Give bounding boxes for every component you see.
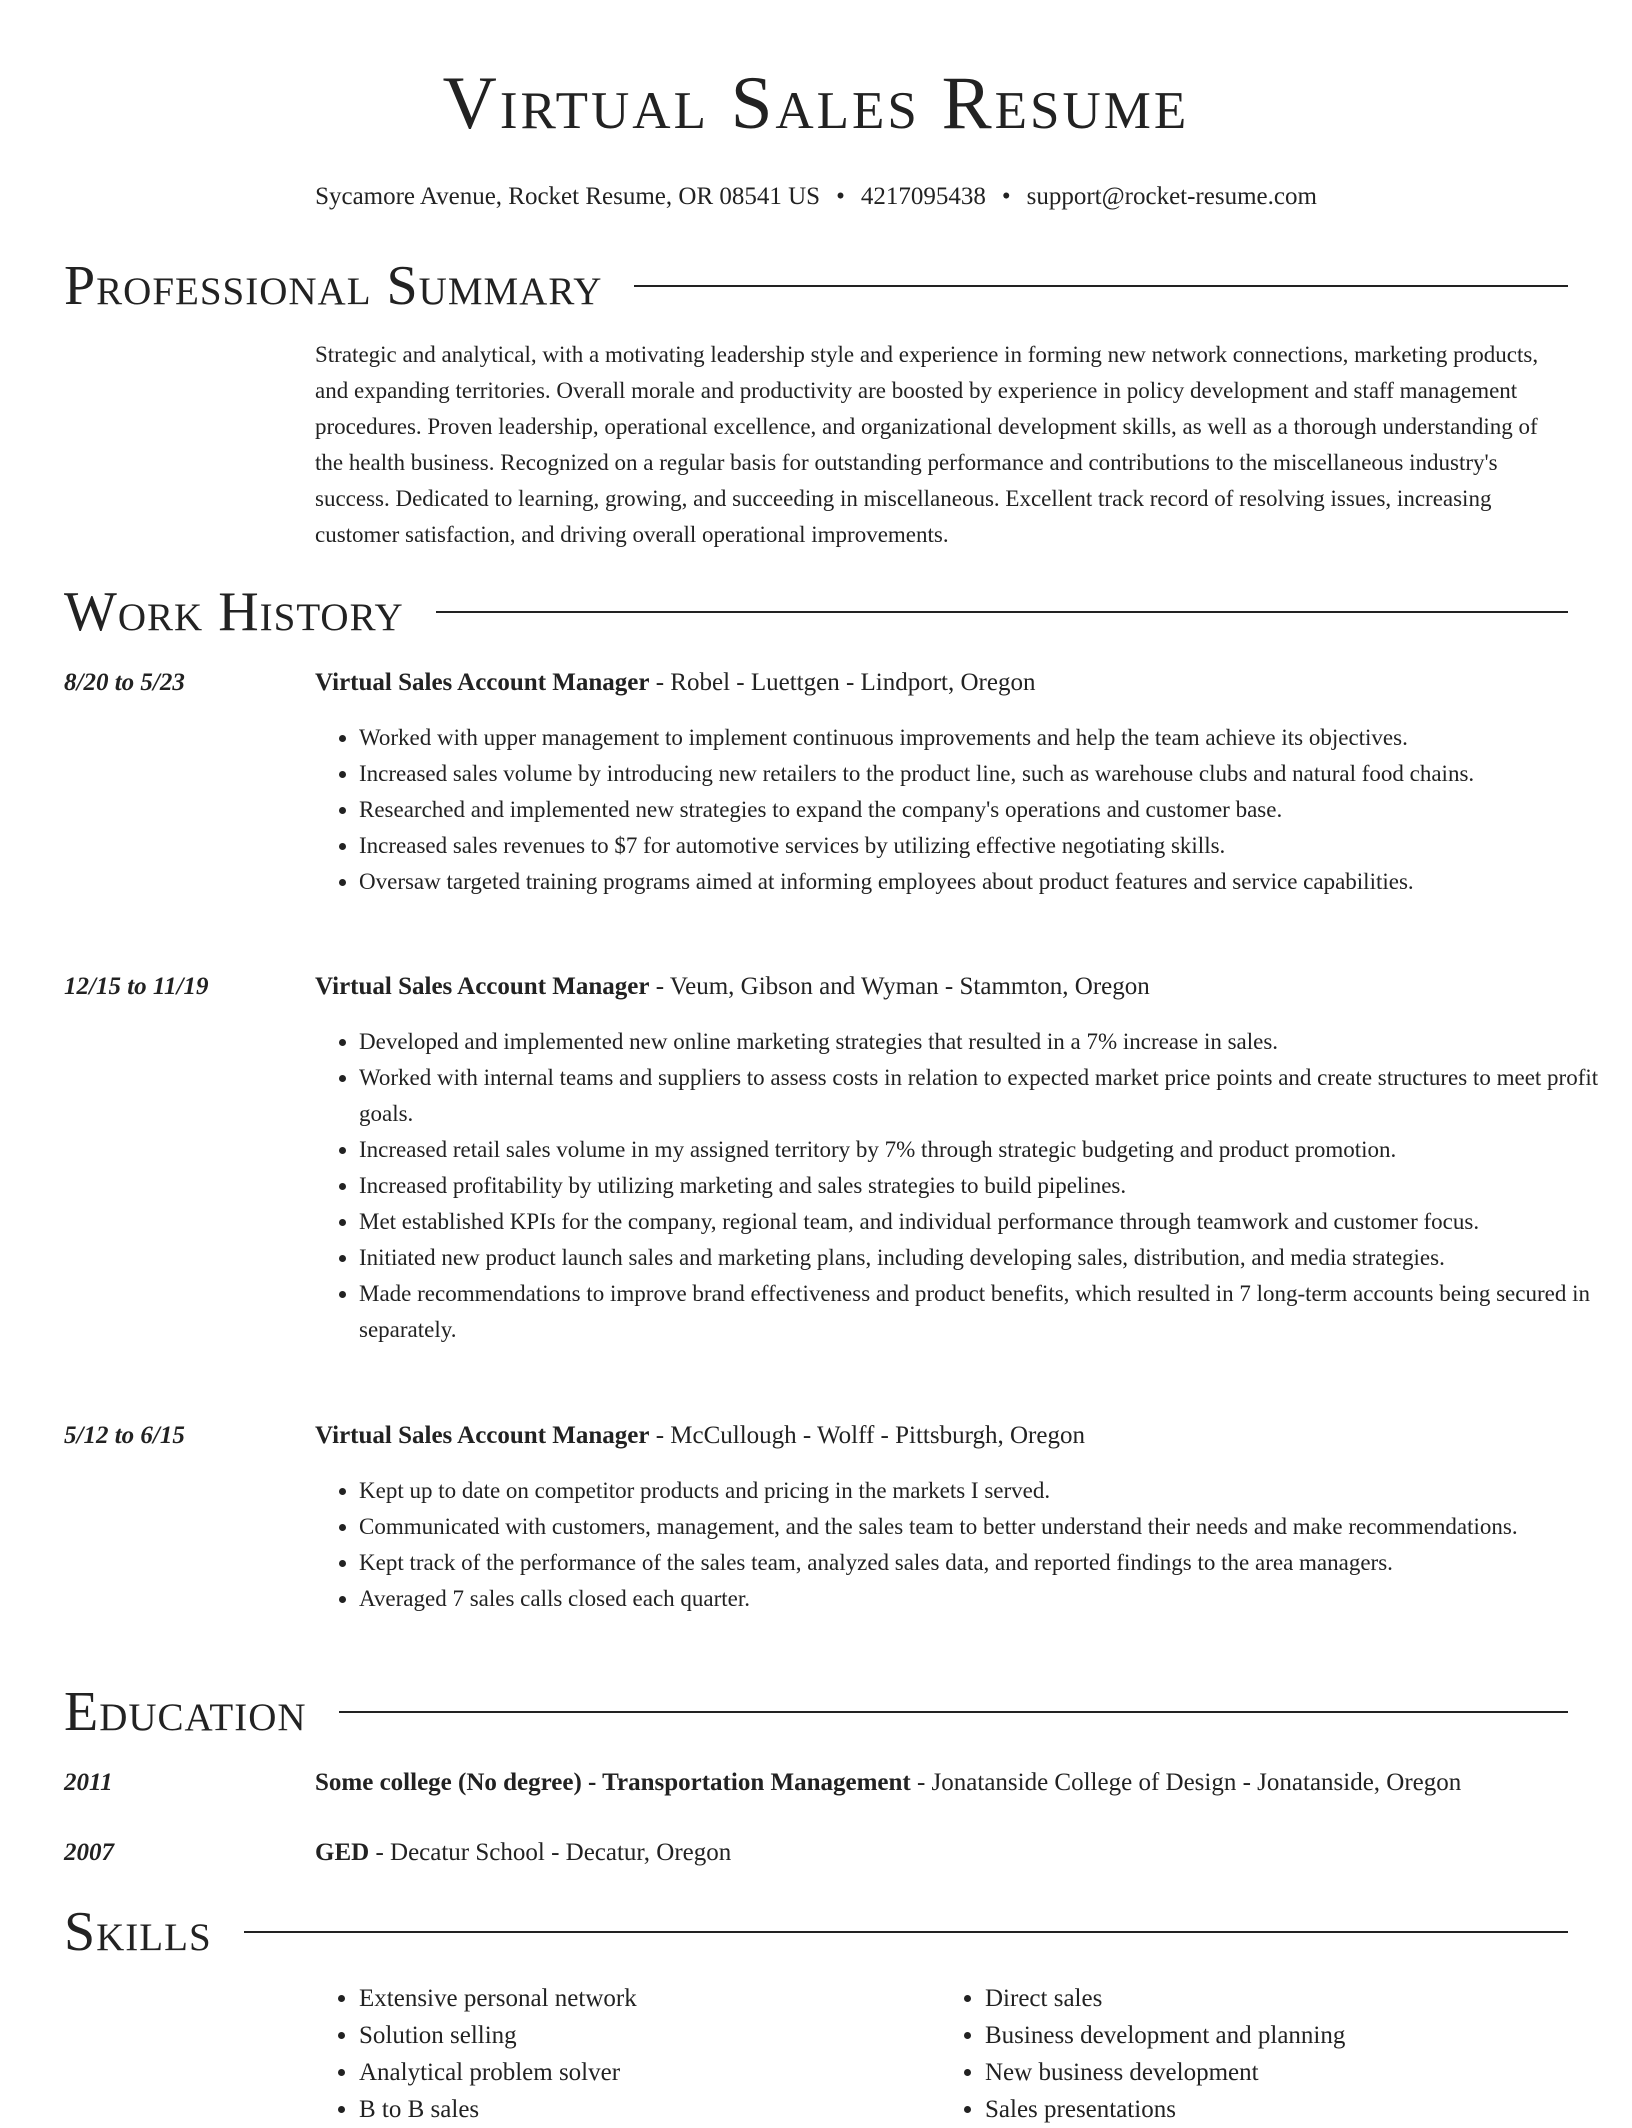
job-bullet: • Increased profitability by utilizing marketing and sales strategies to build pipelines.	[359, 1168, 1611, 1204]
contact-separator: •	[836, 183, 845, 210]
skill-item: • Direct sales	[985, 1980, 1567, 2017]
section-rule	[436, 611, 1568, 613]
job-date: 8/20 to 5/23	[64, 669, 185, 696]
address: Sycamore Avenue, Rocket Resume, OR 08541 US	[315, 183, 821, 210]
job-bullets	[315, 720, 1611, 900]
job-title-line	[315, 970, 1150, 1004]
skill-item: • Analytical problem solver	[359, 2054, 941, 2091]
job-bullet: • Kept track of the performance of the sales team, analyzed sales data, and reported findings to the area managers.	[359, 1545, 1611, 1581]
skill-item: • Extensive personal network	[359, 1980, 941, 2017]
job-bullet: • Increased sales volume by introducing new retailers to the product line, such as warehouse clubs and natural food chains.	[359, 756, 1611, 792]
job-bullet: • Met established KPIs for the company, regional team, and individual performance through teamwork and customer focus.	[359, 1204, 1611, 1240]
skill-item: • Sales presentations	[985, 2091, 1567, 2128]
skill-item: • Solution selling	[359, 2017, 941, 2054]
section-heading: Work History	[64, 581, 404, 643]
job-bullet: • Communicated with customers, management, and the sales team to better understand their needs and make recommendations.	[359, 1509, 1611, 1545]
skills-column-right	[941, 1980, 1567, 2128]
job-bullet: • Worked with upper management to implement continuous improvements and help the team achieve its objectives.	[359, 720, 1611, 756]
contact-separator: •	[1001, 183, 1011, 210]
education-school: - Decatur School - Decatur, Oregon	[369, 1839, 732, 1866]
skill-item: • New business development	[985, 2054, 1567, 2091]
job-bullet: • Averaged 7 sales calls closed each quarter.	[359, 1581, 1611, 1617]
skills-column-left	[315, 1980, 941, 2128]
education-info	[315, 1836, 731, 1870]
job-title-line	[315, 666, 1035, 700]
section-professional-summary	[64, 254, 1568, 318]
section-heading: Education	[64, 1681, 307, 1743]
job-bullet: • Made recommendations to improve brand effectiveness and product benefits, which resulted in 7 long-term accounts being secured in separately.	[359, 1276, 1611, 1348]
education-date: 2007	[64, 1839, 114, 1866]
job-bullet: • Worked with internal teams and suppliers to assess costs in relation to expected market price points and create structures to meet profit goals.	[359, 1060, 1611, 1132]
job-bullet: • Initiated new product launch sales and marketing plans, including developing sales, distribution, and media strategies.	[359, 1240, 1611, 1276]
skill-item: • Business development and planning	[985, 2017, 1567, 2054]
job-company: - Robel - Luettgen - Lindport, Oregon	[649, 669, 1036, 696]
section-skills	[64, 1900, 1568, 1964]
job-company: - McCullough - Wolff - Pittsburgh, Oregon	[649, 1422, 1085, 1449]
job-title: Virtual Sales Account Manager	[315, 1422, 650, 1449]
job-title: Virtual Sales Account Manager	[315, 973, 650, 1000]
section-rule	[339, 1711, 1568, 1713]
job-bullet: • Developed and implemented new online marketing strategies that resulted in a 7% increase in sales.	[359, 1024, 1611, 1060]
education-school: - Jonatanside College of Design - Jonatanside, Oregon	[910, 1769, 1462, 1796]
phone: 4217095438	[860, 183, 986, 210]
education-degree: GED	[315, 1839, 370, 1866]
section-work-history	[64, 580, 1568, 644]
job-date: 5/12 to 6/15	[64, 1422, 185, 1449]
job-company: - Veum, Gibson and Wyman - Stammton, Oregon	[649, 973, 1150, 1000]
job-bullet: • Increased sales revenues to $7 for automotive services by utilizing effective negotiating skills.	[359, 828, 1611, 864]
job-bullets	[315, 1024, 1611, 1348]
job-date: 12/15 to 11/19	[64, 973, 209, 1000]
skill-item: • B to B sales	[359, 2091, 941, 2128]
job-bullet: • Increased retail sales volume in my assigned territory by 7% through strategic budgeting and product promotion.	[359, 1132, 1611, 1168]
resume-title: Virtual Sales Resume	[442, 62, 1190, 145]
job-bullet: • Oversaw targeted training programs aimed at informing employees about product features and service capabilities.	[359, 864, 1611, 900]
section-education	[64, 1680, 1568, 1744]
section-heading: Skills	[64, 1901, 212, 1963]
job-bullet: • Kept up to date on competitor products and pricing in the markets I served.	[359, 1473, 1611, 1509]
education-info	[315, 1766, 1461, 1800]
education-degree: Some college (No degree) - Transportation Management	[315, 1769, 911, 1796]
section-heading: Professional Summary	[64, 255, 603, 317]
contact-line	[0, 182, 1632, 212]
summary-text: Strategic and analytical, with a motivating leadership style and experience in forming new network connections, marketing products, and expanding territories. Overall morale and productivity are boosted by experience in policy development and staff management procedures. Proven leadership, operational excellence, and organizational development skills, as well as a thorough understanding of the health business. Recognized on a regular basis for outstanding performance and contributions to the miscellaneous industry's success. Dedicated to learning, growing, and succeeding in miscellaneous. Excellent track record of resolving issues, increasing customer satisfaction, and driving overall operational improvements.	[315, 342, 1539, 547]
section-rule	[634, 285, 1568, 287]
job-title: Virtual Sales Account Manager	[315, 669, 650, 696]
skills-list	[315, 1980, 1567, 2128]
job-bullets	[315, 1473, 1611, 1617]
education-date: 2011	[64, 1769, 113, 1796]
job-title-line	[315, 1419, 1085, 1453]
section-rule	[244, 1931, 1568, 1933]
email: support@rocket-resume.com	[1026, 183, 1317, 210]
job-bullet: • Researched and implemented new strategies to expand the company's operations and customer base.	[359, 792, 1611, 828]
